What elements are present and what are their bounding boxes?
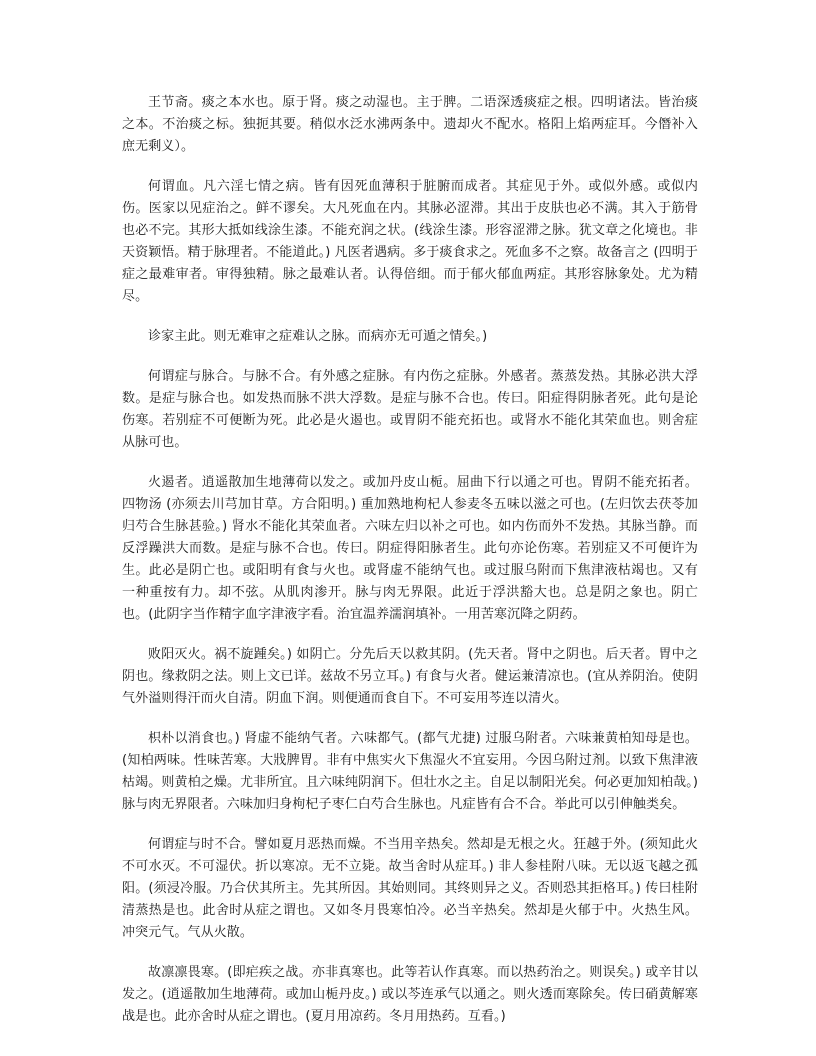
- paragraph-wang-jiezhai: 王节斋。痰之本水也。原于肾。痰之动湿也。主于脾。二语深透痰症之根。四明诸法。皆治痰之本。不治痰之标。独扼其要。稍似水泛水沸两条中。遗却火不配水。格阳上焰两症耳。今僭补入庶无剩义）。: [122, 95, 698, 154]
- document-page: [122, 92, 698, 1046]
- paragraph-what-is-blood: 何谓血。凡六淫七情之病。皆有因死血薄积于脏腑而成者。其症见于外。或似外感。或似内伤。医家以见症治之。鲜不谬矣。大凡死血在内。其脉必涩滞。其出于皮肤也必不满。其入于筋骨也必不完。其形大抵如线涂生漆。不能充润之状。(线涂生漆。形容涩滞之脉。犹文章之化境也。非天资颖悟。精于脉理者。不能道此。) 凡医者遇病。多于痰食求之。死血多不之察。故备言之 (四明于症之最难审者。审得独精。脉之最难认者。认得倍细。而于郁火郁血两症。其形容脉象处。尤为精尽。: [122, 179, 698, 304]
- paragraph-symptom-season: 何谓症与时不合。譬如夏月恶热而燥。不当用辛热矣。然却是无根之火。狂越于外。(须知此火不可水灭。不可湿伏。折以寒凉。无不立毙。故当舍时从症耳。) 非人参桂附八味。无以返飞越之孤阳。(须浸冷服。乃合伏其所主。先其所因。其始则同。其终则异之义。否则恐其拒格耳。) 传曰桂附清蒸热是也。此舍时从症之谓也。又如冬月畏寒怕冷。必当辛热矣。然却是火郁于中。火热生风。冲突元气。气从火散。: [122, 837, 698, 940]
- paragraph-symptom-pulse-agreement: 何谓症与脉合。与脉不合。有外感之症脉。有内伤之症脉。外感者。蒸蒸发热。其脉必洪大浮数。是症与脉合也。如发热而脉不洪大浮数。是症与脉不合也。传曰。阳症得阴脉者死。此句是论伤寒。若别症不可便断为死。此必是火遏也。或胃阴不能充拓也。或肾水不能化其荣血也。则舍症从脉可也。: [122, 369, 698, 450]
- paragraph-zhi-po: 枳朴以消食也。) 肾虚不能纳气者。六味都气。(都气尤捷) 过服乌附者。六味兼黄柏知母是也。(知柏两味。性味苦寒。大戕脾胃。非有中焦实火下焦湿火不宜妄用。今因乌附过剂。以致下焦津液枯竭。则黄柏之燥。尤非所宜。且六味纯阴润下。但壮水之主。自足以制阳光矣。何必更加知柏哉。) 脉与肉无界限者。六味加归身枸杞子枣仁白芍合生脉也。凡症皆有合不合。举此可以引伸触类矣。: [122, 731, 698, 812]
- paragraph-yang-failure: 败阳灭火。祸不旋踵矣。) 如阴亡。分先后天以救其阴。(先天者。肾中之阴也。后天者。胃中之阴也。缘救阴之法。则上文已详。兹故不另立耳。) 有食与火者。健运兼清凉也。(宜从养阴治。使阴气外溢则得汗而火自清。阴血下润。则便通而食自下。不可妄用芩连以清火。: [122, 647, 698, 706]
- paragraph-fire-obstruction: 火遏者。逍遥散加生地薄荷以发之。或加丹皮山栀。屈曲下行以通之可也。胃阴不能充拓者。四物汤 (亦须去川芎加甘草。方合阳明。) 重加熟地枸杞人参麦冬五味以滋之可也。(左归饮去茯苓加归芍合生脉甚验。) 肾水不能化其荣血者。六味左归以补之可也。如内伤而外不发热。其脉当静。而反浮躁洪大而数。是症与脉不合也。传曰。阴症得阳脉者生。此句亦论伤寒。若别症又不可便许为生。此必是阴亡也。或阳明有食与火也。或肾虚不能纳气也。或过服乌附而下焦津液枯竭也。又有一种重按有力。却不弦。从肌肉渗开。脉与肉无界限。此近于浮洪豁大也。总是阴之象也。阴亡也。(此阴字当作精字血字津液字看。治宜温养濡润填补。一用苦寒沉降之阴药。: [122, 475, 698, 622]
- paragraph-diagnostician-note: 诊家主此。则无难审之症难认之脉。而病亦无可遁之情矣。): [148, 329, 488, 344]
- paragraph-chills: 故凛凛畏寒。(即疟疾之战。亦非真寒也。此等若认作真寒。而以热药治之。则误矣。) 或辛甘以发之。(逍遥散加生地薄荷。或加山栀丹皮。) 或以芩连承气以通之。则火透而寒除矣。传曰硝黄解寒战是也。此亦舍时从症之谓也。(夏月用凉药。冬月用热药。互看。): [122, 965, 698, 1024]
